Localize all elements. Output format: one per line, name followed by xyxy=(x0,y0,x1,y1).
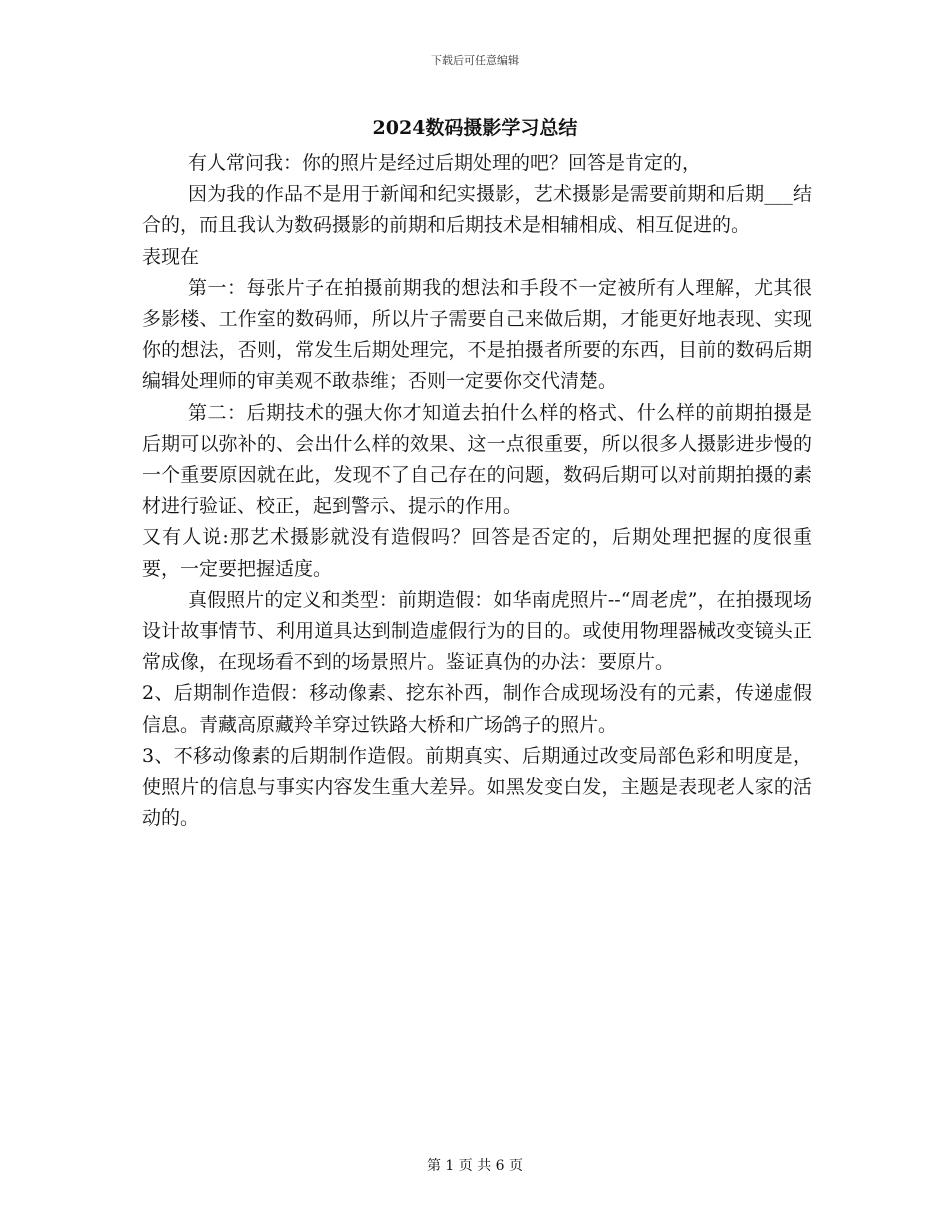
paragraph-reason: 因为我的作品不是用于新闻和纪实摄影，艺术摄影是需要前期和后期___结合的，而且我认为数码摄影的前期和后期技术是相辅相成、相互促进的。 xyxy=(142,183,812,237)
paragraph-point-two: 第二：后期技术的强大你才知道去拍什么样的格式、什么样的前期拍摄是后期可以弥补的、会出什么样的效果、这一点很重要，所以很多人摄影进步慢的一个重要原因就在此，发现不了自己存在的问题，数码后期可以对前期拍摄的素材进行验证、校正，起到警示、提示的作用。 xyxy=(142,401,812,518)
paragraph-question: 又有人说:那艺术摄影就没有造假吗？回答是否定的，后期处理把握的度很重要，一定要把握适度。 xyxy=(142,526,812,580)
document-title: 2024数码摄影学习总结 xyxy=(372,117,578,139)
paragraph-type-three: 3、不移动像素的后期制作造假。前期真实、后期通过改变局部色彩和明度是，使照片的信息与事实内容发生重大差异。如黑发变白发，主题是表现老人家的活动的。 xyxy=(142,744,812,830)
paragraph-intro: 有人常问我：你的照片是经过后期处理的吧？回答是肯定的， xyxy=(188,152,702,174)
paragraph-definition: 真假照片的定义和类型：前期造假：如华南虎照片--“周老虎”，在拍摄现场设计故事情节、利用道具达到制造虚假行为的目的。或使用物理器械改变镜头正常成像，在现场看不到的场景照片。鉴证真伪的办法：要原片。 xyxy=(142,588,812,674)
page-header-note: 下载后可任意编辑 xyxy=(431,54,519,67)
paragraph-lead-in: 表现在 xyxy=(142,245,200,268)
paragraph-type-two: 2、后期制作造假：移动像素、挖东补西，制作合成现场没有的元素，传递虚假信息。青藏高原藏羚羊穿过铁路大桥和广场鸽子的照片。 xyxy=(142,682,812,736)
document-body xyxy=(142,148,812,834)
paragraph-point-one: 第一：每张片子在拍摄前期我的想法和手段不一定被所有人理解，尤其很多影楼、工作室的数码师，所以片子需要自己来做后期，才能更好地表现、实现你的想法，否则，常发生后期处理完，不是拍摄者所要的东西，目前的数码后期编辑处理师的审美观不敢恭维；否则一定要你交代清楚。 xyxy=(142,276,812,393)
page-number: 第 1 页 共 6 页 xyxy=(426,1158,524,1174)
